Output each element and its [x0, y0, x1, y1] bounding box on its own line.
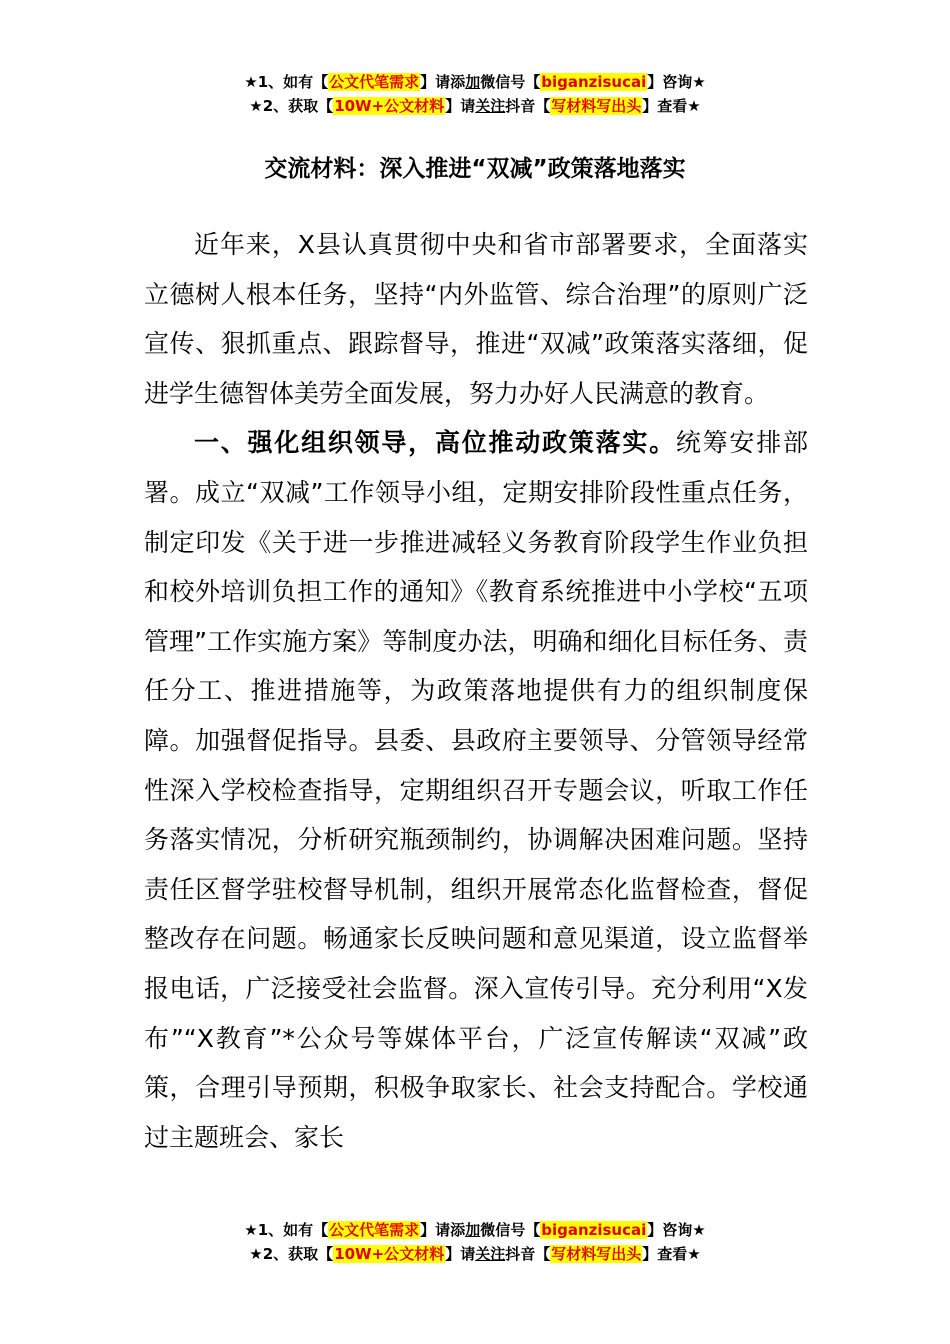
banner-underline: 关注: [475, 97, 506, 115]
banner-highlight: biganzisucai: [541, 73, 647, 91]
banner-highlight: biganzisucai: [541, 1221, 647, 1239]
banner-text: 】请添: [420, 1221, 466, 1239]
document-body: [144, 220, 808, 1162]
banner-highlight: 写材料写出头: [551, 1245, 642, 1263]
paragraph-intro: [144, 220, 808, 418]
paragraph-text: 近年来，X县认真贯彻中央和省市部署要求，全面落实立德树人根本任务，坚持“内外监管、综合治理”的原则广泛宣传、狠抓重点、跟踪督导，推进“双减”政策落实落细，促进学生德智体美劳全面发展，努力办好人民满意的教育。: [144, 230, 808, 408]
banner-text: 】请: [445, 1245, 476, 1263]
banner-text: 】查看★: [642, 97, 701, 115]
section-heading: 一、强化组织领导，高位推动政策落实。: [194, 428, 676, 458]
banner-text: 】查看★: [642, 1245, 701, 1263]
paragraph-text: 统筹安排部署。成立“双减”工作领导小组，定期安排阶段性重点任务，制定印发《关于进一步推进减轻义务教育阶段学生作业负担和校外培训负担工作的通知》《教育系统推进中小学校“五项管理”工作实施方案》等制度办法，明确和细化目标任务、责任分工、推进措施等，为政策落地提供有力的组织制度保障。加强督促指导。县委、县政府主要领导、分管领导经常性深入学校检查指导，定期组织召开专题会议，听取工作任务落实情况，分析研究瓶颈制约，协调解决困难问题。坚持责任区督学驻校督导机制，组织开展常态化监督检查，督促整改存在问题。畅通家长反映问题和意见渠道，设立监督举报电话，广泛接受社会监督。深入宣传引导。充分利用“X发布”“X教育”*公众号等媒体平台，广泛宣传解读“双减”政策，合理引导预期，积极争取家长、社会支持配合。学校通过主题班会、家长: [144, 428, 808, 1152]
banner-text: 】请添: [420, 73, 466, 91]
banner-text: 】咨询★: [647, 1221, 706, 1239]
banner-underline: 关注: [475, 1245, 506, 1263]
banner-underline: 加: [465, 1221, 481, 1239]
banner-line-2: [0, 1242, 950, 1266]
banner-highlight: 公文代笔需求: [329, 1221, 420, 1239]
banner-line-1: [0, 70, 950, 94]
banner-text: ★2、获取【: [249, 97, 334, 115]
banner-text: ★1、如有【: [244, 73, 329, 91]
banner-line-2: [0, 94, 950, 118]
banner-text: 微信号【: [480, 73, 541, 91]
banner-text: ★1、如有【: [244, 1221, 329, 1239]
paragraph-section-1: [144, 418, 808, 1162]
banner-text: 】咨询★: [647, 73, 706, 91]
banner-highlight: 10W+公文材料: [334, 1245, 445, 1263]
banner-highlight: 写材料写出头: [551, 97, 642, 115]
document-title: 交流材料：深入推进“双减”政策落地落实: [264, 156, 686, 182]
banner-line-1: [0, 1218, 950, 1242]
banner-text: 】请: [445, 97, 476, 115]
watermark-banner-bottom: [0, 1218, 950, 1266]
banner-text: 微信号【: [480, 1221, 541, 1239]
watermark-banner-top: [0, 70, 950, 118]
banner-text: 抖音【: [505, 1245, 551, 1263]
banner-highlight: 10W+公文材料: [334, 97, 445, 115]
banner-highlight: 公文代笔需求: [329, 73, 420, 91]
banner-underline: 加: [465, 73, 481, 91]
banner-text: 抖音【: [505, 97, 551, 115]
banner-text: ★2、获取【: [249, 1245, 334, 1263]
